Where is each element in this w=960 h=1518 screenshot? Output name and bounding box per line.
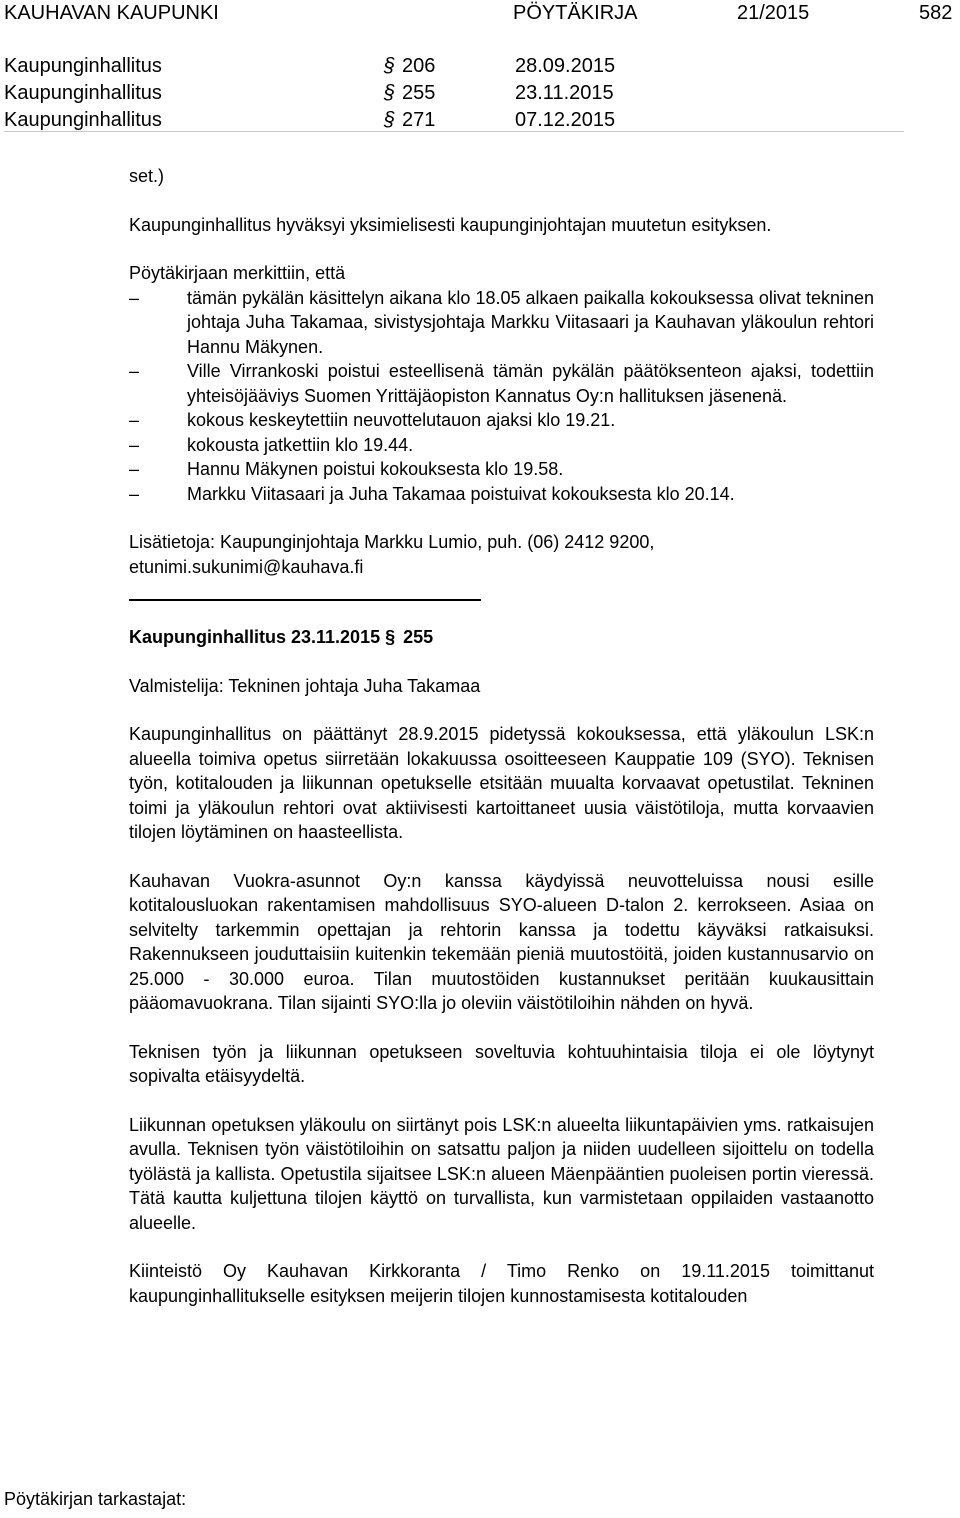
list-item: – Hannu Mäkynen poistui kokouksesta klo 19.58. [129,457,874,482]
list-item: – Ville Virrankoski poistui esteellisenä tämän pykälän päätöksenteon ajaksi, todettiin yhteisöjääviys Suomen Yrittäjäopiston Kannatus Oy:n hallituksen jäsenenä. [129,359,874,408]
reference-paragraph: § 255 [384,82,435,105]
reference-date: 28.09.2015 [515,55,616,77]
reference-body: Kaupunginhallitus [4,109,162,131]
section-sign-icon [384,109,396,132]
notes-intro: Pöytäkirjaan merkittiin, että [129,263,346,283]
body-paragraph: Kaupunginhallitus on päättänyt 28.9.2015 pidetyssä kokouksessa, että yläkoulun LSK:n alueella toimiva opetus siirretään lokakuussa osoitteeseen Kauppatie 109 (SYO). Teknisen työn, kotitalouden ja liikunnan opetukselle etsitään muualta korvaavat opetustilat. Tekninen toimi ja yläkoulun rehtori ovat aktiivisesti kartoittaneet uusia väistötiloja, mutta korvaavien tilojen löytäminen on haasteellista. [129,724,874,842]
list-item: – tämän pykälän käsittelyn aikana klo 18.05 alkaen paikalla kokouksessa olivat tekninen johtaja Juha Takamaa, sivistysjohtaja Markku Viitasaari ja Kauhavan yläkoulun rehtori Hannu Mäkynen. [129,286,874,360]
decision-text: Kaupunginhallitus hyväksyi yksimielisesti kaupunginjohtajan muutetun esityksen. [129,214,772,235]
footer-reviewers: Pöytäkirjan tarkastajat: [4,1489,187,1509]
list-item: – kokous keskeytettiin neuvottelutauon ajaksi klo 19.21. [129,408,874,433]
contact-email: etunimi.sukunimi@kauhava.fi [129,556,364,577]
body-paragraph: Teknisen työn ja liikunnan opetukseen soveltuvia kohtuuhintaisia tiloja ei ole löytynyt sopivalta etäisyydeltä. [129,1041,874,1086]
document-type: PÖYTÄKIRJA [513,2,638,24]
section-sign-icon [384,82,396,105]
page-number: 582 [919,2,953,24]
notes-list [129,286,874,507]
preparer-line: Valmistelija: Tekninen johtaja Juha Takamaa [129,675,481,696]
body-paragraph: Liikunnan opetuksen yläkoulu on siirtänyt pois LSK:n alueelta liikuntapäivien yms. ratkaisujen avulla. Teknisen työn väistötiloihin on satsattu paljon ja niiden uudelleen sijoittelu on todella työlästä ja kallista. Opetustila sijaitsee LSK:n alueen Mäenpääntien puoleisen portin vieressä. Tätä kautta kuljettuna tilojen käyttö on turvallista, kun varmistetaan oppilaiden vastaanotto alueelle. [129,1114,874,1233]
reference-body: Kaupunginhallitus [4,55,162,77]
body-paragraph: Kiinteistö Oy Kauhavan Kirkkoranta / Timo Renko on 19.11.2015 toimittanut kaupunginhallitukselle esityksen meijerin tilojen kunnostamisesta kotitalouden [129,1261,874,1306]
reference-date: 23.11.2015 [515,82,614,104]
section-title: Kaupunginhallitus 23.11.2015 § 255 [129,625,874,650]
reference-paragraph: § 271 [384,109,435,132]
city-name: KAUHAVAN KAUPUNKI [4,2,219,24]
reference-paragraph: § 206 [384,55,435,78]
section-separator [129,599,481,601]
list-item: – kokousta jatkettiin klo 19.44. [129,433,874,458]
reference-row [4,82,904,109]
reference-date: 07.12.2015 [515,109,616,131]
section-sign-icon [385,625,397,650]
reference-row [4,55,904,82]
document-body [129,164,874,1308]
document-number: 21/2015 [737,2,810,24]
section-references [4,55,904,136]
continued-text: set.) [129,166,165,186]
page-header [0,0,960,28]
list-item: – Markku Viitasaari ja Juha Takamaa poistuivat kokouksesta klo 20.14. [129,482,874,507]
reference-body: Kaupunginhallitus [4,82,162,104]
body-paragraph: Kauhavan Vuokra-asunnot Oy:n kanssa käydyissä neuvotteluissa nousi esille kotitalousluokan rakentamisen mahdollisuus SYO-alueen D-talon 2. kerrokseen. Asiaa on selvitelty tarkemmin opettajan ja rehtorin kanssa ja todettu käyväksi ratkaisuksi. Rakennukseen jouduttaisiin kuitenkin tekemään pieniä muutostöitä, joiden kustannusarvio on 25.000 - 30.000 euroa. Tilan muutostöiden kustannukset peritään kuukausittain pääomavuokrana. Tilan sijainti SYO:lla jo oleviin väistötiloihin nähden on hyvä. [129,870,874,1013]
contact-info: Lisätietoja: Kaupunginjohtaja Markku Lumio, puh. (06) 2412 9200, etunimi.sukunimi@kauhava.fi [129,532,655,577]
header-divider [4,131,904,132]
section-sign-icon [384,55,396,78]
